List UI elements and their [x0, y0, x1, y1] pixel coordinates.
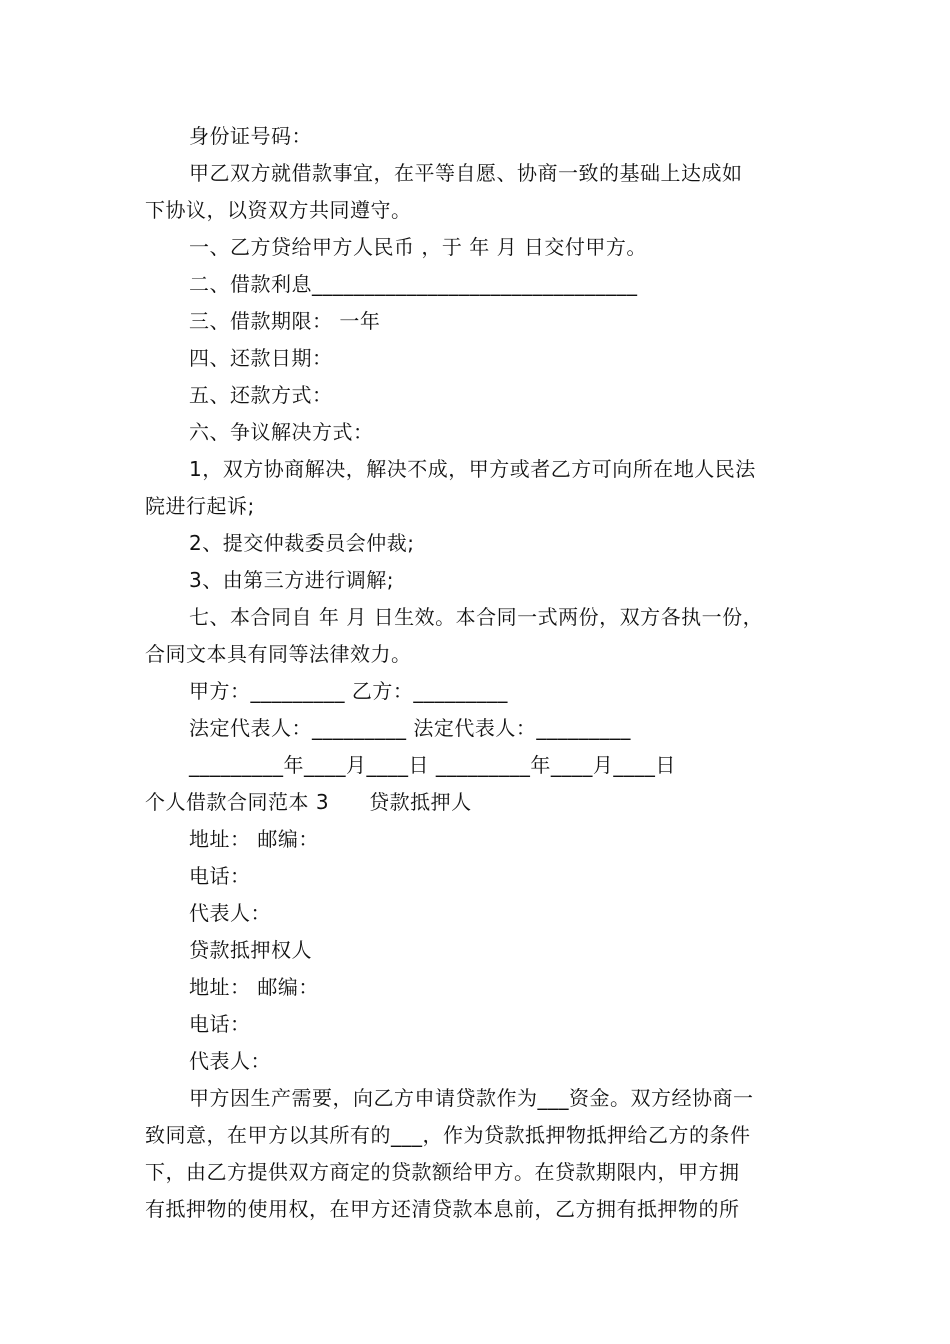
section-heading-party: 贷款抵押人	[369, 790, 472, 814]
text-line: 合同文本具有同等法律效力。	[145, 642, 412, 666]
text-line: 贷款抵押权人	[189, 938, 312, 962]
text-line: 下协议，以资双方共同遵守。	[145, 198, 412, 222]
section-heading-title: 个人借款合同范本 3	[145, 790, 330, 814]
text-line: 致同意，在甲方以其所有的___，作为贷款抵押物抵押给乙方的条件	[145, 1123, 751, 1147]
contract-body-part2	[145, 821, 815, 1228]
text-line: 四、还款日期：	[189, 346, 333, 370]
text-line: 地址： 邮编：	[189, 975, 319, 999]
text-line: 2、提交仲裁委员会仲裁;	[189, 531, 415, 555]
text-line: 地址： 邮编：	[189, 827, 319, 851]
text-line: 院进行起诉;	[145, 494, 255, 518]
section-heading	[145, 784, 815, 821]
text-line: 六、争议解决方式：	[189, 420, 374, 444]
text-line: 电话：	[189, 1012, 251, 1036]
text-line: 3、由第三方进行调解;	[189, 568, 394, 592]
text-line: 七、本合同自 年 月 日生效。本合同一式两份，双方各执一份，	[189, 605, 764, 629]
document-page	[145, 118, 815, 1228]
text-line: 下，由乙方提供双方商定的贷款额给甲方。在贷款期限内，甲方拥	[145, 1160, 740, 1184]
text-line: 三、借款期限： 一年	[189, 309, 381, 333]
text-line: 代表人：	[189, 1049, 271, 1073]
text-line: 一、乙方贷给甲方人民币 ，于 年 月 日交付甲方。	[189, 235, 647, 259]
text-line: 电话：	[189, 864, 251, 888]
text-line: 身份证号码：	[189, 124, 312, 148]
text-line: 五、还款方式：	[189, 383, 333, 407]
text-line: 甲方因生产需要，向乙方申请贷款作为___资金。双方经协商一	[189, 1086, 754, 1110]
text-line: 1，双方协商解决，解决不成，甲方或者乙方可向所在地人民法	[189, 457, 756, 481]
text-line: 法定代表人：_________ 法定代表人：_________	[189, 716, 631, 740]
text-line: 甲方：_________ 乙方：_________	[189, 679, 508, 703]
text-line: 二、借款利息_______________________________	[189, 272, 638, 296]
text-line: 代表人：	[189, 901, 271, 925]
text-line: 甲乙双方就借款事宜，在平等自愿、协商一致的基础上达成如	[189, 161, 743, 185]
text-line: 有抵押物的使用权，在甲方还清贷款本息前，乙方拥有抵押物的所	[145, 1197, 740, 1221]
text-line: _________年____月____日 _________年____月____日	[189, 753, 676, 777]
contract-body-part1	[145, 118, 815, 784]
